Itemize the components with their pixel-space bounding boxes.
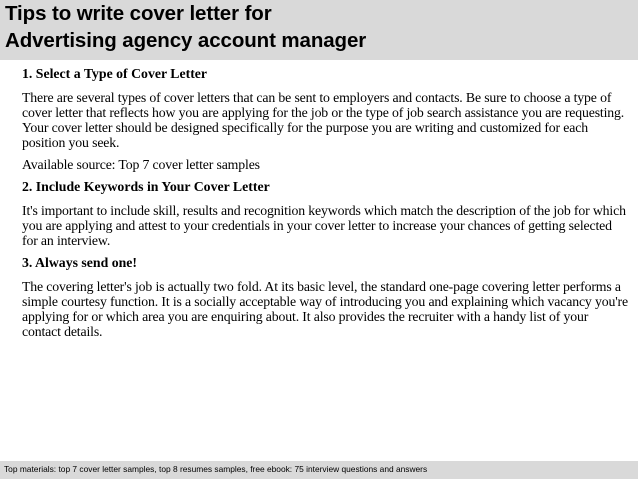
footer-text: Top materials: top 7 cover letter samples, top 8 resumes samples, free ebook: 75 interview questions and answers (4, 464, 428, 474)
section-2-heading: 2. Include Keywords in Your Cover Letter (22, 179, 270, 194)
footer-band (0, 461, 638, 479)
section-3-paragraph: The covering letter's job is actually two fold. At its basic level, the standard one-page covering letter performs a simple courtesy function. It is a socially acceptable way of introducing you and explaining which vacancy you're applying for or which area you are enquiring about. It also provides the recruiter with a handy list of your contact details. (22, 279, 628, 339)
section-1-source-note: Available source: Top 7 cover letter samples (22, 157, 260, 172)
title-band (0, 0, 638, 60)
section-1-paragraph: There are several types of cover letters that can be sent to employers and contacts. Be sure to choose a type of cover letter that reflects how you are applying for the job or the type of job search assistance you are requesting. Your cover letter should be designed specifically for the purpose you are writing and customized for each position you seek. (22, 90, 625, 150)
section-2-paragraph: It's important to include skill, results and recognition keywords which match the description of the job for which you are applying and attest to your credentials in your cover letter to increase your chances of getting selected for an interview. (22, 203, 626, 248)
page-title-line-2: Advertising agency account manager (5, 29, 367, 52)
section-1-heading: 1. Select a Type of Cover Letter (22, 66, 208, 81)
section-3-heading: 3. Always send one! (22, 255, 137, 270)
page-title-line-1: Tips to write cover letter for (5, 2, 272, 25)
slide-content (22, 66, 628, 346)
